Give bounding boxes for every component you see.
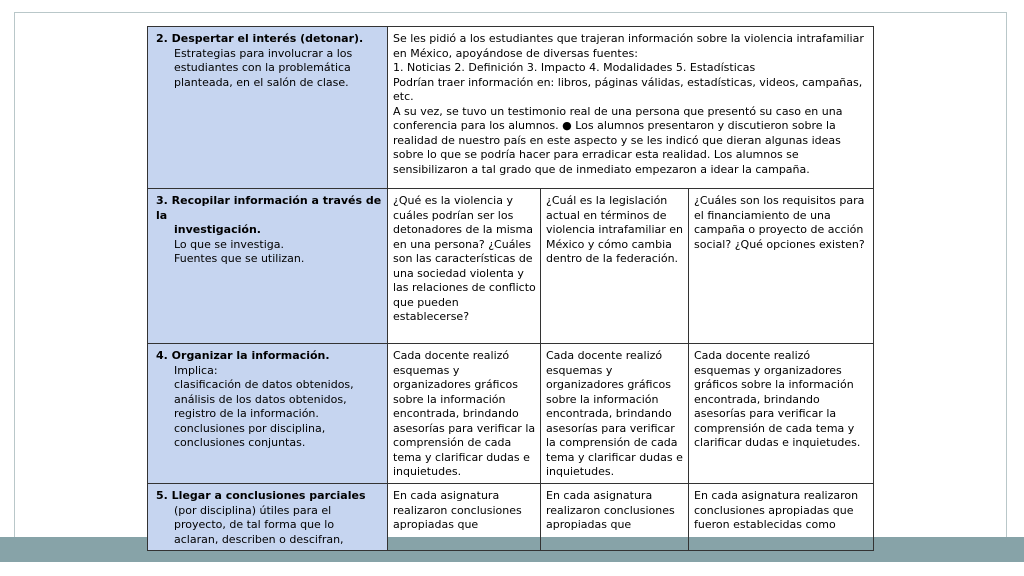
step-line: clasificación de datos obtenidos, [174,378,354,391]
step-heading: 4. Organizar la información. [156,349,330,362]
description-text: A su vez, se tuvo un testimonio real de una persona que presentó su caso en una conferencia para los alumnos. ● Los alumnos presentaron y discutieron sobre la realidad de nuestro país en este aspecto y se les indicó que dieran algunas ideas sobre lo que se podría hacer para erradicar esta realidad. Los alumnos se sensibilizaron a tal grado que de inmediato empezaron a idear la campaña. [393,104,843,176]
description-text: Se les pidió a los estudiantes que trajeran información sobre la violencia intrafamiliar en México, apoyándose de diversas fuentes: [393,32,864,60]
step-cell [148,484,388,551]
table-cell: ¿Qué es la violencia y cuáles podrían ser los detonadores de la misma en una persona? ¿Cuáles son las características de una sociedad violenta y las relaciones de conflicto que pueden establecerse? [388,189,541,344]
step-cell [148,344,388,484]
step-line: registro de la información. [174,407,319,420]
step-line: Implica: [174,363,218,377]
step-heading: 2. Despertar el interés (detonar). [156,32,364,45]
description-cell [388,27,874,189]
table-cell: En cada asignatura realizaron conclusiones apropiadas que [388,484,541,551]
table-cell: En cada asignatura realizaron conclusiones apropiadas que [541,484,689,551]
table-row [148,484,874,551]
table-cell: Cada docente realizó esquemas y organizadores gráficos sobre la información encontrada, brindando asesorías para verificar la comprensión de cada tema y clarificar dudas e inquietudes. [689,344,874,484]
step-cell [148,27,388,189]
step-cell [148,189,388,344]
table-row [148,344,874,484]
description-text: 1. Noticias 2. Definición 3. Impacto 4. Modalidades 5. Estadísticas [393,61,756,74]
step-line: planteada, en el salón de clase. [174,75,349,89]
step-line: Estrategias para involucrar a los [174,46,353,60]
step-line: Fuentes que se utilizan. [174,252,305,265]
step-heading: 5. Llegar a conclusiones parciales [156,489,366,502]
content-table [147,26,874,551]
step-heading: 3. Recopilar información a través de la [156,194,382,222]
table-cell: ¿Cuál es la legislación actual en términos de violencia intrafamiliar en México y cómo cambia dentro de la federación. [541,189,689,344]
table-cell: Cada docente realizó esquemas y organizadores gráficos sobre la información encontrada, brindando asesorías para verificar la comprensión de cada tema y clarificar dudas e inquietudes. [388,344,541,484]
step-line: aclaran, describen o descifran, [174,532,344,546]
step-line: investigación. [174,223,261,236]
table-row [148,189,874,344]
table-cell: Cada docente realizó esquemas y organizadores gráficos sobre la información encontrada, brindando asesorías para verificar la comprensión de cada tema y clarificar dudas e inquietudes. [541,344,689,484]
table-cell: En cada asignatura realizaron conclusiones apropiadas que fueron establecidas como [689,484,874,551]
table-row [148,27,874,189]
step-line: conclusiones por disciplina, [174,421,326,435]
step-line: análisis de los datos obtenidos, [174,392,347,406]
step-line: Lo que se investiga. [174,237,284,251]
step-line: proyecto, de tal forma que lo [174,518,335,531]
step-line: (por disciplina) útiles para el [174,503,332,517]
step-line: conclusiones conjuntas. [174,436,306,449]
description-text: Podrían traer información en: libros, páginas válidas, estadísticas, videos, campañas, etc. [393,75,863,103]
step-line: estudiantes con la problemática [174,61,351,74]
table-cell: ¿Cuáles son los requisitos para el financiamiento de una campaña o proyecto de acción social? ¿Qué opciones existen? [689,189,874,344]
